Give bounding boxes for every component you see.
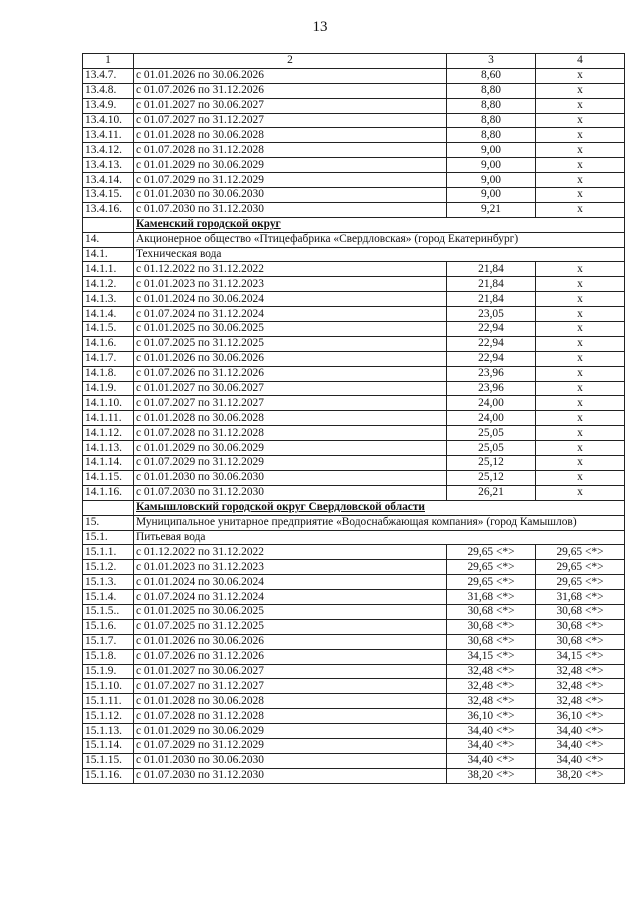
period-cell: с 01.07.2030 по 31.12.2030 [134,202,447,217]
tariff-value-col3: 32,48 <*> [447,664,536,679]
section-title: Каменский городской округ [134,217,625,232]
tariff-value-col4: х [536,307,625,322]
row-number: 14.1.1. [83,262,134,277]
tariff-value-col4: х [536,381,625,396]
table-row [83,307,625,322]
tariff-value-col3: 23,96 [447,366,536,381]
period-cell: с 01.01.2029 по 30.06.2029 [134,724,447,739]
section-row [83,500,625,515]
table-row [83,664,625,679]
period-cell: с 01.01.2026 по 30.06.2026 [134,634,447,649]
row-number: 14.1.11. [83,411,134,426]
tariff-value-col3: 22,94 [447,336,536,351]
tariff-value-col3: 23,05 [447,307,536,322]
tariff-value-col4: 29,65 <*> [536,575,625,590]
period-cell: с 01.07.2029 по 31.12.2029 [134,456,447,471]
period-cell: с 01.01.2027 по 30.06.2027 [134,98,447,113]
tariff-value-col3: 8,80 [447,83,536,98]
period-cell: с 01.01.2029 по 30.06.2029 [134,441,447,456]
row-number: 13.4.14. [83,173,134,188]
tariff-value-col4: 30,68 <*> [536,634,625,649]
row-number: 14.1.14. [83,456,134,471]
tariff-value-col3: 30,68 <*> [447,604,536,619]
row-number: 14.1.9. [83,381,134,396]
tariff-value-col4: х [536,277,625,292]
tariff-value-col3: 29,65 <*> [447,560,536,575]
table-row [83,128,625,143]
table-row [83,98,625,113]
tariff-value-col3: 25,05 [447,426,536,441]
row-number: 14.1.3. [83,292,134,307]
period-cell: с 01.01.2023 по 31.12.2023 [134,277,447,292]
table-row [83,113,625,128]
entity-title: Муниципальное унитарное предприятие «Водоснабжающая компания» (город Камышлов) [134,515,625,530]
tariff-value-col3: 23,96 [447,381,536,396]
row-number: 15.1.10. [83,679,134,694]
tariff-value-col3: 25,12 [447,470,536,485]
tariff-value-col4: х [536,158,625,173]
tariff-value-col4: 32,48 <*> [536,694,625,709]
entity-title: Техническая вода [134,247,625,262]
row-number: 13.4.15. [83,188,134,203]
period-cell: с 01.07.2026 по 31.12.2026 [134,83,447,98]
table-row [83,649,625,664]
tariff-value-col4: х [536,202,625,217]
tariff-value-col3: 8,80 [447,128,536,143]
tariff-value-col3: 32,48 <*> [447,679,536,694]
tariff-value-col4: х [536,68,625,83]
table-row [83,709,625,724]
row-number: 14.1.6. [83,336,134,351]
period-cell: с 01.12.2022 по 31.12.2022 [134,545,447,560]
tariff-value-col4: х [536,441,625,456]
tariff-value-col4: х [536,351,625,366]
tariff-value-col3: 25,05 [447,441,536,456]
table-row [83,292,625,307]
header-cell: 1 [83,54,134,69]
period-cell: с 01.01.2026 по 30.06.2026 [134,68,447,83]
table-row [83,83,625,98]
row-number: 15.1.3. [83,575,134,590]
table-row [83,381,625,396]
table-row [83,456,625,471]
row-number: 14.1.7. [83,351,134,366]
row-number: 14.1.15. [83,470,134,485]
page-number: 13 [312,19,328,35]
tariff-value-col3: 9,00 [447,143,536,158]
tariff-value-col4: х [536,113,625,128]
table-row [83,634,625,649]
tariff-value-col3: 9,00 [447,188,536,203]
row-number: 15.1.12. [83,709,134,724]
period-cell: с 01.01.2030 по 30.06.2030 [134,470,447,485]
section-row [83,217,625,232]
table-row [83,694,625,709]
period-cell: с 01.01.2027 по 30.06.2027 [134,664,447,679]
row-number: 14.1.5. [83,322,134,337]
row-number: 15.1.1. [83,545,134,560]
row-number: 15.1.16. [83,768,134,783]
tariff-value-col3: 24,00 [447,411,536,426]
tariff-value-col3: 26,21 [447,485,536,500]
period-cell: с 01.01.2023 по 31.12.2023 [134,560,447,575]
table-row [83,679,625,694]
period-cell: с 01.07.2030 по 31.12.2030 [134,485,447,500]
row-number: 15.1.5.. [83,604,134,619]
tariff-value-col3: 8,80 [447,98,536,113]
row-number: 15.1.11. [83,694,134,709]
row-number: 15.1.13. [83,724,134,739]
period-cell: с 01.01.2030 по 30.06.2030 [134,188,447,203]
tariff-value-col3: 31,68 <*> [447,590,536,605]
table-row [83,188,625,203]
tariff-value-col4: х [536,485,625,500]
header-cell: 3 [447,54,536,69]
period-cell: с 01.01.2030 по 30.06.2030 [134,753,447,768]
tariff-value-col3: 25,12 [447,456,536,471]
table-row [83,470,625,485]
tariff-value-col3: 9,00 [447,158,536,173]
tariff-value-col3: 29,65 <*> [447,575,536,590]
row-number: 14.1.12. [83,426,134,441]
tariff-value-col3: 34,40 <*> [447,724,536,739]
section-title: Камышловский городской округ Свердловской области [134,500,625,515]
row-number: 14.1.8. [83,366,134,381]
tariff-value-col3: 34,40 <*> [447,738,536,753]
tariff-value-col3: 34,15 <*> [447,649,536,664]
tariff-value-col3: 36,10 <*> [447,709,536,724]
row-number: 15. [83,515,134,530]
entity-row [83,232,625,247]
row-number: 15.1.9. [83,664,134,679]
table-row [83,738,625,753]
tariff-value-col3: 29,65 <*> [447,545,536,560]
tariff-value-col3: 24,00 [447,396,536,411]
row-number: 13.4.13. [83,158,134,173]
table-row [83,724,625,739]
row-number: 14.1.4. [83,307,134,322]
entity-title: Акционерное общество «Птицефабрика «Свердловская» (город Екатеринбург) [134,232,625,247]
period-cell: с 01.07.2027 по 31.12.2027 [134,113,447,128]
entity-row [83,530,625,545]
tariff-value-col3: 9,00 [447,173,536,188]
tariff-value-col4: х [536,426,625,441]
header-cell: 2 [134,54,447,69]
period-cell: с 01.07.2028 по 31.12.2028 [134,143,447,158]
tariff-value-col4: 34,40 <*> [536,738,625,753]
tariff-value-col3: 34,40 <*> [447,753,536,768]
tariff-value-col3: 38,20 <*> [447,768,536,783]
row-number: 15.1.15. [83,753,134,768]
period-cell: с 01.07.2027 по 31.12.2027 [134,396,447,411]
tariff-value-col4: х [536,336,625,351]
tariff-value-col4: 38,20 <*> [536,768,625,783]
table-row [83,485,625,500]
period-cell: с 01.07.2030 по 31.12.2030 [134,768,447,783]
tariff-value-col4: 32,48 <*> [536,664,625,679]
row-number: 14.1.16. [83,485,134,500]
header-cell: 4 [536,54,625,69]
table-row [83,322,625,337]
period-cell: с 01.01.2026 по 30.06.2026 [134,351,447,366]
period-cell: с 01.01.2025 по 30.06.2025 [134,604,447,619]
tariff-value-col3: 30,68 <*> [447,634,536,649]
table-row [83,336,625,351]
tariff-value-col3: 8,80 [447,113,536,128]
table-row [83,619,625,634]
tariff-value-col4: 32,48 <*> [536,679,625,694]
period-cell: с 01.01.2029 по 30.06.2029 [134,158,447,173]
table-row [83,426,625,441]
period-cell: с 01.07.2028 по 31.12.2028 [134,709,447,724]
period-cell: с 01.01.2025 по 30.06.2025 [134,322,447,337]
tariff-value-col4: 36,10 <*> [536,709,625,724]
table-row [83,545,625,560]
table-row [83,277,625,292]
tariff-value-col4: х [536,366,625,381]
period-cell: с 01.01.2028 по 30.06.2028 [134,694,447,709]
entity-row [83,515,625,530]
row-number: 14. [83,232,134,247]
tariff-value-col4: х [536,292,625,307]
period-cell: с 01.07.2024 по 31.12.2024 [134,590,447,605]
tariff-value-col3: 22,94 [447,322,536,337]
tariff-value-col4: х [536,470,625,485]
period-cell: с 01.07.2027 по 31.12.2027 [134,679,447,694]
table-row [83,366,625,381]
tariff-value-col4: х [536,188,625,203]
table-row [83,173,625,188]
table-header-row [83,54,625,69]
row-number: 13.4.7. [83,68,134,83]
tariff-value-col4: 34,40 <*> [536,753,625,768]
period-cell: с 01.07.2025 по 31.12.2025 [134,336,447,351]
tariff-value-col4: 34,15 <*> [536,649,625,664]
tariff-value-col4: 30,68 <*> [536,604,625,619]
row-number: 13.4.12. [83,143,134,158]
tariff-value-col4: х [536,83,625,98]
row-number: 13.4.10. [83,113,134,128]
tariff-table [82,53,625,784]
period-cell: с 01.01.2024 по 30.06.2024 [134,292,447,307]
table-row [83,575,625,590]
table-row [83,143,625,158]
table-row [83,351,625,366]
period-cell: с 01.07.2026 по 31.12.2026 [134,366,447,381]
tariff-value-col4: 34,40 <*> [536,724,625,739]
table-row [83,68,625,83]
period-cell: с 01.07.2026 по 31.12.2026 [134,649,447,664]
row-number: 14.1.13. [83,441,134,456]
period-cell: с 01.07.2024 по 31.12.2024 [134,307,447,322]
row-number: 15.1.8. [83,649,134,664]
tariff-value-col4: 29,65 <*> [536,560,625,575]
row-number: 13.4.16. [83,202,134,217]
period-cell: с 01.01.2024 по 30.06.2024 [134,575,447,590]
table-row [83,590,625,605]
table-row [83,753,625,768]
period-cell: с 01.01.2028 по 30.06.2028 [134,411,447,426]
row-number: 13.4.9. [83,98,134,113]
empty-cell [83,500,134,515]
tariff-value-col3: 21,84 [447,292,536,307]
tariff-value-col4: 29,65 <*> [536,545,625,560]
tariff-value-col4: 31,68 <*> [536,590,625,605]
tariff-value-col3: 9,21 [447,202,536,217]
entity-row [83,247,625,262]
table-row [83,262,625,277]
empty-cell [83,217,134,232]
tariff-value-col4: х [536,322,625,337]
tariff-value-col3: 21,84 [447,277,536,292]
period-cell: с 01.07.2029 по 31.12.2029 [134,738,447,753]
tariff-value-col3: 22,94 [447,351,536,366]
table-row [83,411,625,426]
period-cell: с 01.12.2022 по 31.12.2022 [134,262,447,277]
table-row [83,768,625,783]
tariff-value-col4: 30,68 <*> [536,619,625,634]
tariff-value-col4: х [536,456,625,471]
row-number: 14.1.10. [83,396,134,411]
table-row [83,202,625,217]
period-cell: с 01.07.2025 по 31.12.2025 [134,619,447,634]
row-number: 15.1.6. [83,619,134,634]
tariff-value-col3: 21,84 [447,262,536,277]
tariff-value-col4: х [536,173,625,188]
row-number: 15.1.2. [83,560,134,575]
table-row [83,560,625,575]
row-number: 14.1.2. [83,277,134,292]
row-number: 15.1.4. [83,590,134,605]
table-row [83,158,625,173]
tariff-value-col4: х [536,98,625,113]
table-row [83,604,625,619]
row-number: 14.1. [83,247,134,262]
tariff-value-col3: 8,60 [447,68,536,83]
row-number: 15.1.14. [83,738,134,753]
tariff-value-col4: х [536,262,625,277]
period-cell: с 01.07.2029 по 31.12.2029 [134,173,447,188]
tariff-value-col3: 30,68 <*> [447,619,536,634]
row-number: 15.1.7. [83,634,134,649]
row-number: 13.4.8. [83,83,134,98]
tariff-value-col4: х [536,411,625,426]
period-cell: с 01.01.2027 по 30.06.2027 [134,381,447,396]
entity-title: Питьевая вода [134,530,625,545]
period-cell: с 01.07.2028 по 31.12.2028 [134,426,447,441]
tariff-value-col3: 32,48 <*> [447,694,536,709]
table-row [83,396,625,411]
table-row [83,441,625,456]
tariff-value-col4: х [536,128,625,143]
tariff-value-col4: х [536,143,625,158]
row-number: 15.1. [83,530,134,545]
period-cell: с 01.01.2028 по 30.06.2028 [134,128,447,143]
row-number: 13.4.11. [83,128,134,143]
tariff-value-col4: х [536,396,625,411]
